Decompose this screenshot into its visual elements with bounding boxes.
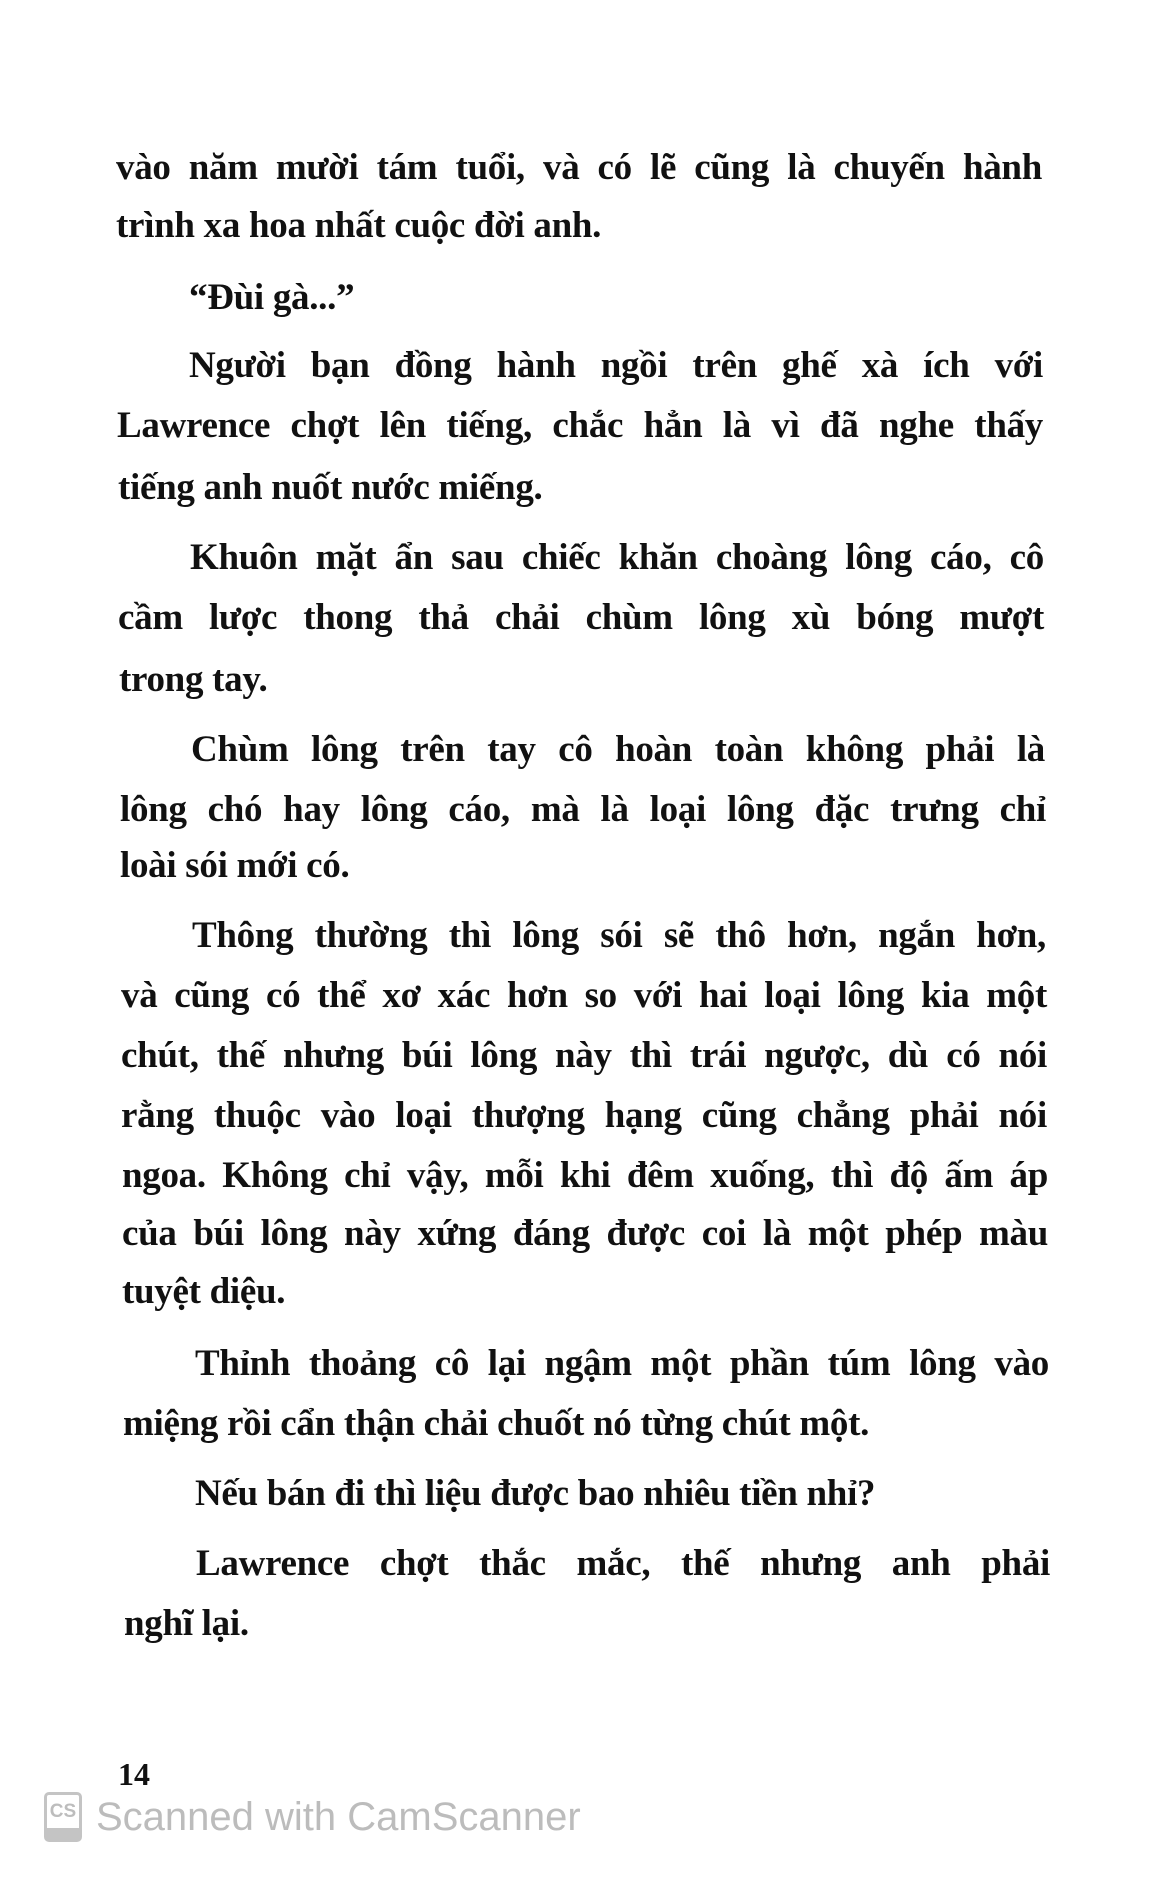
text-line: trong tay. [119,659,268,700]
text-line: Nếu bán đi thì liệu được bao nhiêu tiền nhỉ? [195,1473,876,1514]
text-line: Khuôn mặt ẩn sau chiếc khăn choàng lông cáo, cô [190,537,1044,578]
text-line: loài sói mới có. [120,845,350,886]
text-line: Lawrence chợt thắc mắc, thế nhưng anh phải [196,1543,1050,1584]
page-number: 14 [118,1756,150,1792]
text-line: của búi lông này xứng đáng được coi là một phép màu [122,1213,1048,1254]
watermark-text: Scanned with CamScanner [96,1794,581,1839]
text-line: Chùm lông trên tay cô hoàn toàn không phải là [191,729,1045,770]
text-line: rằng thuộc vào loại thượng hạng cũng chẳng phải nói [121,1095,1047,1136]
text-line: trình xa hoa nhất cuộc đời anh. [116,205,602,246]
text-line: tiếng anh nuốt nước miếng. [118,467,543,508]
text-line: nghĩ lại. [124,1603,249,1644]
text-line: vào năm mười tám tuổi, và có lẽ cũng là chuyến hành [116,147,1042,188]
text-line: tuyệt diệu. [122,1271,286,1312]
text-line: Người bạn đồng hành ngồi trên ghế xà ích với [189,345,1043,386]
text-line: và cũng có thể xơ xác hơn so với hai loại lông kia một [121,975,1047,1016]
text-line: Thông thường thì lông sói sẽ thô hơn, ngắn hơn, [192,915,1046,956]
text-line: cầm lược thong thả chải chùm lông xù bóng mượt [118,597,1044,638]
text-line: ngoa. Không chỉ vậy, mỗi khi đêm xuống, thì độ ấm áp [122,1155,1048,1196]
camscanner-logo-icon: CS [44,1792,82,1842]
text-line: miệng rồi cẩn thận chải chuốt nó từng chút một. [123,1403,870,1444]
text-line: lông chó hay lông cáo, mà là loại lông đặc trưng chỉ [120,789,1046,830]
text-line: “Đùi gà...” [189,277,355,318]
text-line: Lawrence chợt lên tiếng, chắc hẳn là vì đã nghe thấy [117,405,1043,446]
text-line: chút, thế nhưng búi lông này thì trái ngược, dù có nói [121,1035,1047,1076]
text-line: Thỉnh thoảng cô lại ngậm một phần túm lông vào [195,1343,1049,1384]
camscanner-watermark [44,1792,581,1842]
